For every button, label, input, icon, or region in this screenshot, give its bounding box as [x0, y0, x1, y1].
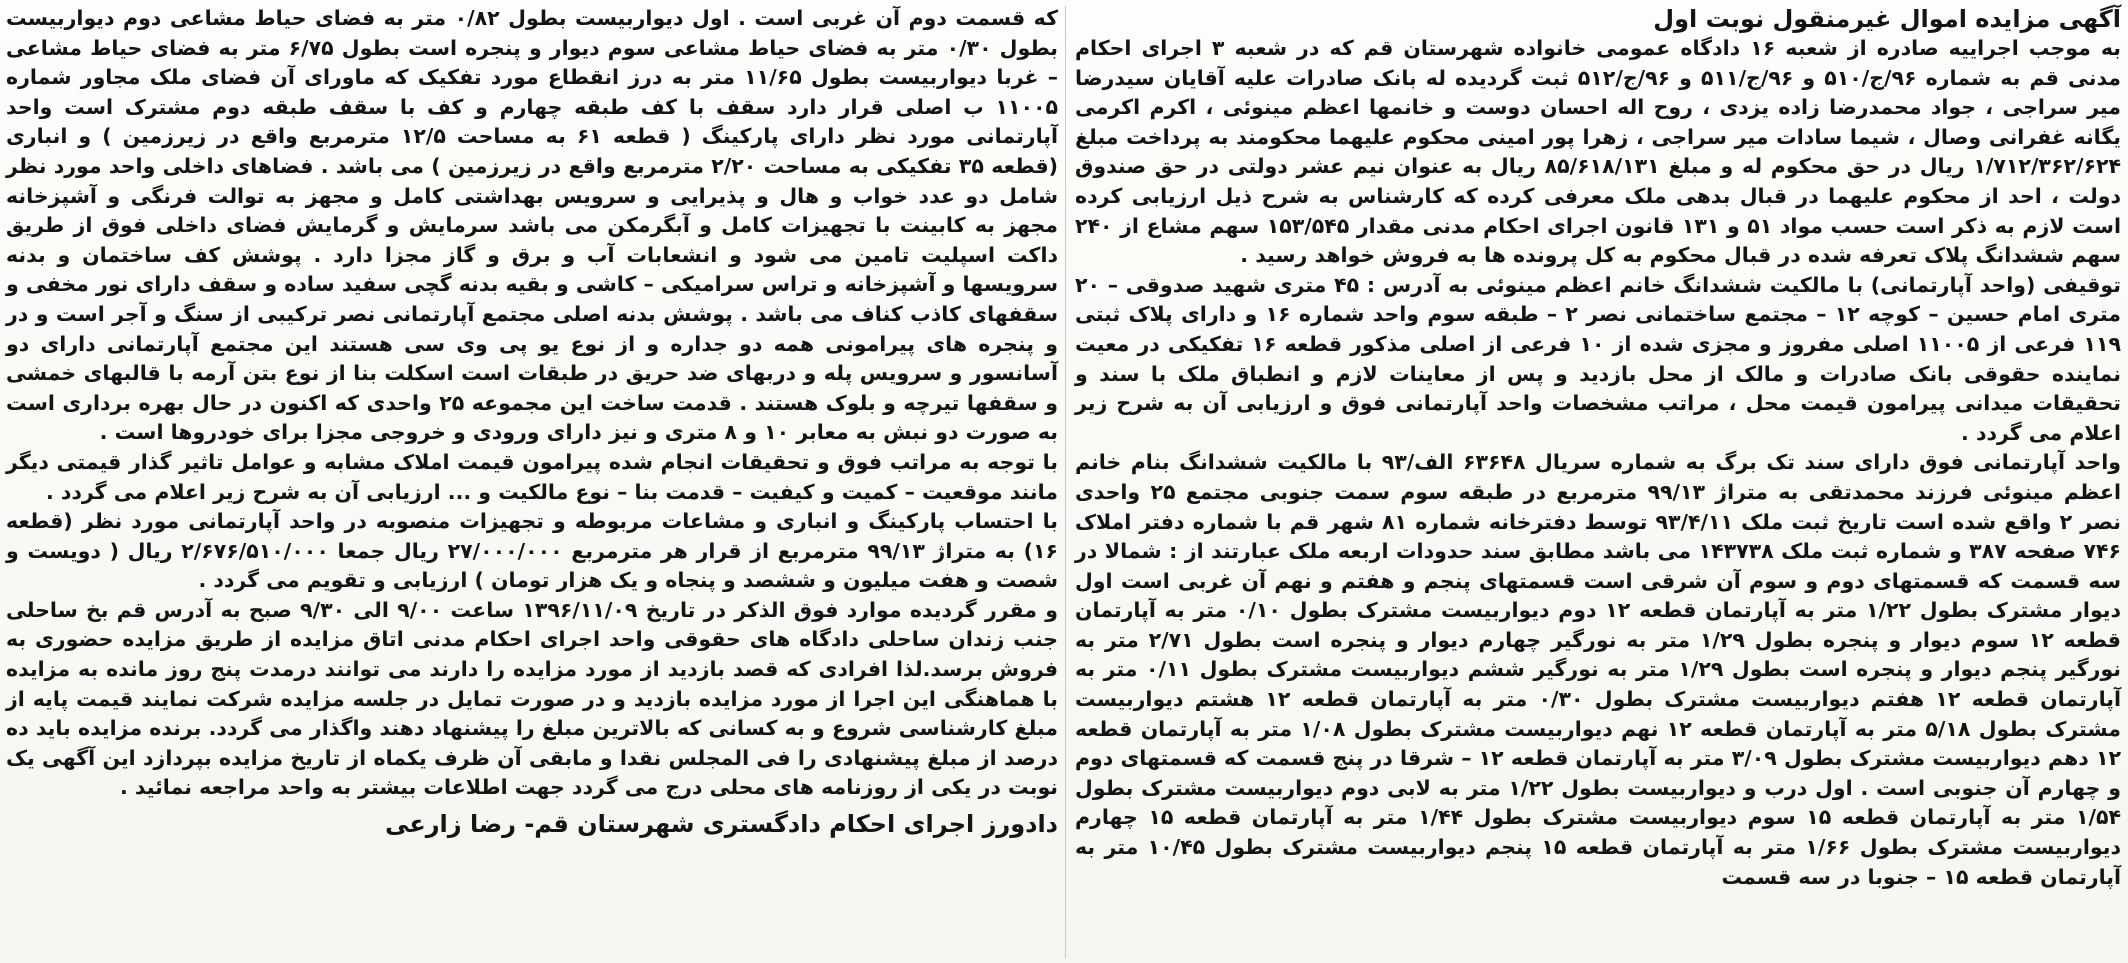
valuation-paragraph: با احتساب پارکینگ و انباری و مشاعات مربوطه و تجهیزات منصوبه در واحد آپارتمانی مورد نظر (قطعه ۱۶) به متراژ ۹۹/۱۳ مترمربع از قرار هر مترمربع ۲۷/۰۰۰/۰۰۰ ریال جمعا ۲/۶۷۶/۵۱۰/۰۰۰ ریال ( دویست و شصت و هفت میلیون و ششصد و پنجاه و یک هزار تومان ) ارزیابی و تقویم می گردد . — [6, 509, 1058, 593]
right-column — [1075, 4, 2121, 892]
boundaries-paragraph: واحد آپارتمانی فوق دارای سند تک برگ به شماره سریال ۶۳۶۴۸ الف/۹۳ با مالکیت ششدانگ بنام خانم اعظم مینوئی فرزند محمدتقی به متراژ ۹۹/۱۳ مترمربع در طبقه سوم سمت جنوبی مجتمع ۲۵ واحدی نصر ۲ واقع شده است تاریخ ثبت ملک ۹۳/۴/۱۱ توسط دفترخانه شماره ۸۱ شهر قم با شماره دفتر املاک ۷۴۶ صفحه ۳۸۷ و شماره ثبت ملک ۱۴۳۷۳۸ می باشد مطابق سند حدودات اربعه ملک عبارتند از : شمالا در سه قسمت که قسمتهای دوم و سوم آن شرقی است قسمتهای پنجم و هفتم و نهم آن غربی است اول دیوار مشترک بطول ۱/۲۲ متر به آپارتمان قطعه ۱۲ دوم دیواربیست مشترک بطول ۰/۱۰ متر به آپارتمان قطعه ۱۲ سوم دیوار و پنجره بطول ۱/۲۹ متر به نورگیر چهارم دیوار و پنجره است بطول ۲/۷۱ متر به نورگیر پنجم دیوار و پنجره است بطول ۱/۲۹ متر به نورگیر ششم دیواربیست مشترک بطول ۰/۱۱ متر به آپارتمان قطعه ۱۲ هفتم دیواربیست مشترک بطول ۰/۳۰ متر به آپارتمان قطعه ۱۲ هشتم دیواربیست مشترک بطول ۵/۱۸ متر به آپارتمان قطعه ۱۲ نهم دیواربیست مشترک بطول ۱/۰۸ متر به آپارتمان قطعه ۱۲ دهم دیواربیست مشترک بطول ۳/۰۹ متر به آپارتمان قطعه ۱۲ – شرقا در پنج قسمت که قسمتهای دوم و چهارم آن جنوبی است . اول درب و دیواربیست بطول ۱/۲۲ متر به لابی دوم دیواربیست مشترک بطول ۱/۵۴ متر به آپارتمان قطعه ۱۵ سوم دیواربیست مشترک بطول ۱/۴۴ متر به آپارتمان قطعه ۱۵ چهارم دیواربیست مشترک بطول ۱/۶۶ متر به آپارتمان قطعه ۱۵ پنجم دیواربیست مشترک بطول ۱۰/۴۵ متر به آپارتمان قطعه ۱۵ – جنوبا در سه قسمت — [1075, 450, 2122, 889]
property-paragraph: توقیفی (واحد آپارتمانی) با مالکیت ششدانگ خانم اعظم مینوئی به آدرس : ۴۵ متری شهید صدوقی – ۲۰ متری امام حسین – کوچه ۱۲ – مجتمع ساختمانی نصر ۲ – طبقه سوم واحد شماره ۱۶ و دارای پلاک ثبتی ۱۱۹ فرعی از ۱۱۰۰۵ اصلی مفروز و مجزی شده از ۱۰ فرعی از اصلی مذکور قطعه ۱۶ تفکیکی در معیت نماینده حقوقی بانک صادرات و مالک از محل بازدید و پس از معاینات لازم و انطباق ملک با سند و تحقیقات میدانی پیرامون قیمت محل ، مراتب مشخصات واحد آپارتمانی فوق و ارزیابی آن به شرح زیر اعلام می گردد . — [1075, 272, 2121, 445]
signature-line: دادورز اجرای احکام دادگستری شهرستان قم- رضا زارعی — [385, 810, 1058, 839]
auction-terms-paragraph: و مقرر گردیده موارد فوق الذکر در تاریخ ۱۳۹۶/۱۱/۰۹ ساعت ۹/۰۰ الی ۹/۳۰ صبح به آدرس قم بخ ساحلی جنب زندان ساحلی دادگاه های حقوقی واحد اجرای احکام مدنی اتاق مزایده از طریق مزایده حضوری به فروش برسد.لذا افرادی که قصد بازدید از مورد مزایده را دارند می توانند درمدت پنج روز مانده به مزایده با هماهنگی این اجرا از مورد مزایده بازدید و در صورت تمایل در جلسه مزایده شرکت نمایند قیمت پایه از مبلغ کارشناسی شروع و به کسانی که بالاترین مبلغ را پیشنهاد دهند واگذار می گردد. برنده مزایده باید ده درصد از مبلغ پیشنهادی را فی المجلس نقدا و مابقی آن ظرف یکماه از تاریخ مزایده بپردازد این آگهی یک نوبت در یکی از روزنامه های محلی درج می گردد جهت اطلاعات بیشتر به واحد مراجعه نمائید . — [6, 597, 1058, 800]
left-column — [6, 4, 1058, 839]
ad-title: آگهی مزایده اموال غیرمنقول نوبت اول — [1653, 5, 2121, 33]
intro-paragraph: به موجب اجراییه صادره از شعبه ۱۶ دادگاه عمومی خانواده شهرستان قم که در شعبه ۳ اجرای احکام مدنی قم به شماره ۹۶/ج/۵۱۰ و ۹۶/ج/۵۱۱ و ۹۶/ج/۵۱۲ ثبت گردیده له بانک صادرات علیه آقایان سیدرضا میر سراجی ، جواد محمدرضا زاده یزدی ، روح اله احسان دوست و خانمها اعظم مینوئی ، اکرم اکرمی یگانه غفرانی وصال ، شیما سادات میر سراجی ، زهرا پور امینی محکوم علیهما محکومند به پرداخت مبلغ ۱/۷۱۲/۳۶۲/۶۲۴ ریال در حق محکوم له و مبلغ ۸۵/۶۱۸/۱۳۱ ریال به عنوان نیم عشر دولتی در حق صندوق دولت ، احد از محکوم علیهما در قبال بدهی ملک معرفی کرده که کارشناس به شرح ذیل ارزیابی کرده است لازم به ذکر است حسب مواد ۵۱ و ۱۳۱ قانون اجرای احکام مدنی مقدار ۱۵۳/۵۴۵ سهم مشاع از ۲۴۰ سهم ششدانگ پلاک تعرفه شده در قبال محکوم به کل پرونده ها به فروش خواهد رسید . — [1075, 36, 2121, 268]
valuation-intro-paragraph: با توجه به مراتب فوق و تحقیقات انجام شده پیرامون قیمت املاک مشابه و عوامل تاثیر گذار قیمتی دیگر مانند موقعیت – کمیت و کیفیت – قدمت بنا – نوع مالکیت و ... ارزیابی آن به شرح زیر اعلام می گردد . — [6, 449, 1058, 504]
description-paragraph: که قسمت دوم آن غربی است . اول دیواربیست بطول ۰/۸۲ متر به فضای حیاط مشاعی دوم دیواربیست بطول ۰/۳۰ متر به فضای حیاط مشاعی سوم دیوار و پنجره است بطول ۶/۷۵ متر به فضای حیاط مشاعی – غربا دیواربیست بطول ۱۱/۶۵ متر به درز انقطاع مورد تفکیک که ماورای آن فضای ملک مجاور شماره ۱۱۰۰۵ ب اصلی قرار دارد سقف با کف طبقه چهارم و کف با سقف طبقه دوم مشترک است واحد آپارتمانی مورد نظر دارای پارکینگ ( قطعه ۶۱ به مساحت ۱۲/۵ مترمربع واقع در زیرزمین ) و انباری (قطعه ۳۵ تفکیکی به مساحت ۲/۲۰ مترمربع واقع در زیرزمین ) می باشد . فضاهای داخلی واحد مورد نظر شامل دو عدد خواب و هال و پذیرایی و سرویس بهداشتی کامل و مجهز به توالت فرنگی و آشپزخانه مجهز به کابینت با تجهیزات کامل و آبگرمکن می باشد سرمایش و گرمایش فضای داخلی فوق از طریق داکت اسپلیت تامین می شود و انشعابات آب و برق و گاز مجزا دارد . پوشش کف ساختمان و بدنه سرویسها و آشپزخانه و تراس سرامیکی – کاشی و بقیه بدنه گچی سفید ساده و سقف دارای نور مخفی و سقفهای کاذب کناف می باشد . پوشش بدنه اصلی مجتمع آپارتمانی نصر ترکیبی از سنگ و آجر است و در و پنجره های پیرامونی همه دو جداره و از نوع یو پی وی سی هستند این مجتمع آپارتمانی دارای دو آسانسور و سرویس پله و دربهای ضد حریق در طبقات است اسکلت بنا از نوع بتن آرمه با قالبهای خمشی و سقفها تیرچه و بلوک هستند . قدمت ساخت این مجموعه ۲۵ واحدی که اکنون در حال بهره برداری است به صورت دو نبش به معابر ۱۰ و ۸ متری و نیز دارای ورودی و خروجی مجزا برای خودروها است . — [6, 6, 1058, 445]
column-divider — [1065, 6, 1066, 958]
